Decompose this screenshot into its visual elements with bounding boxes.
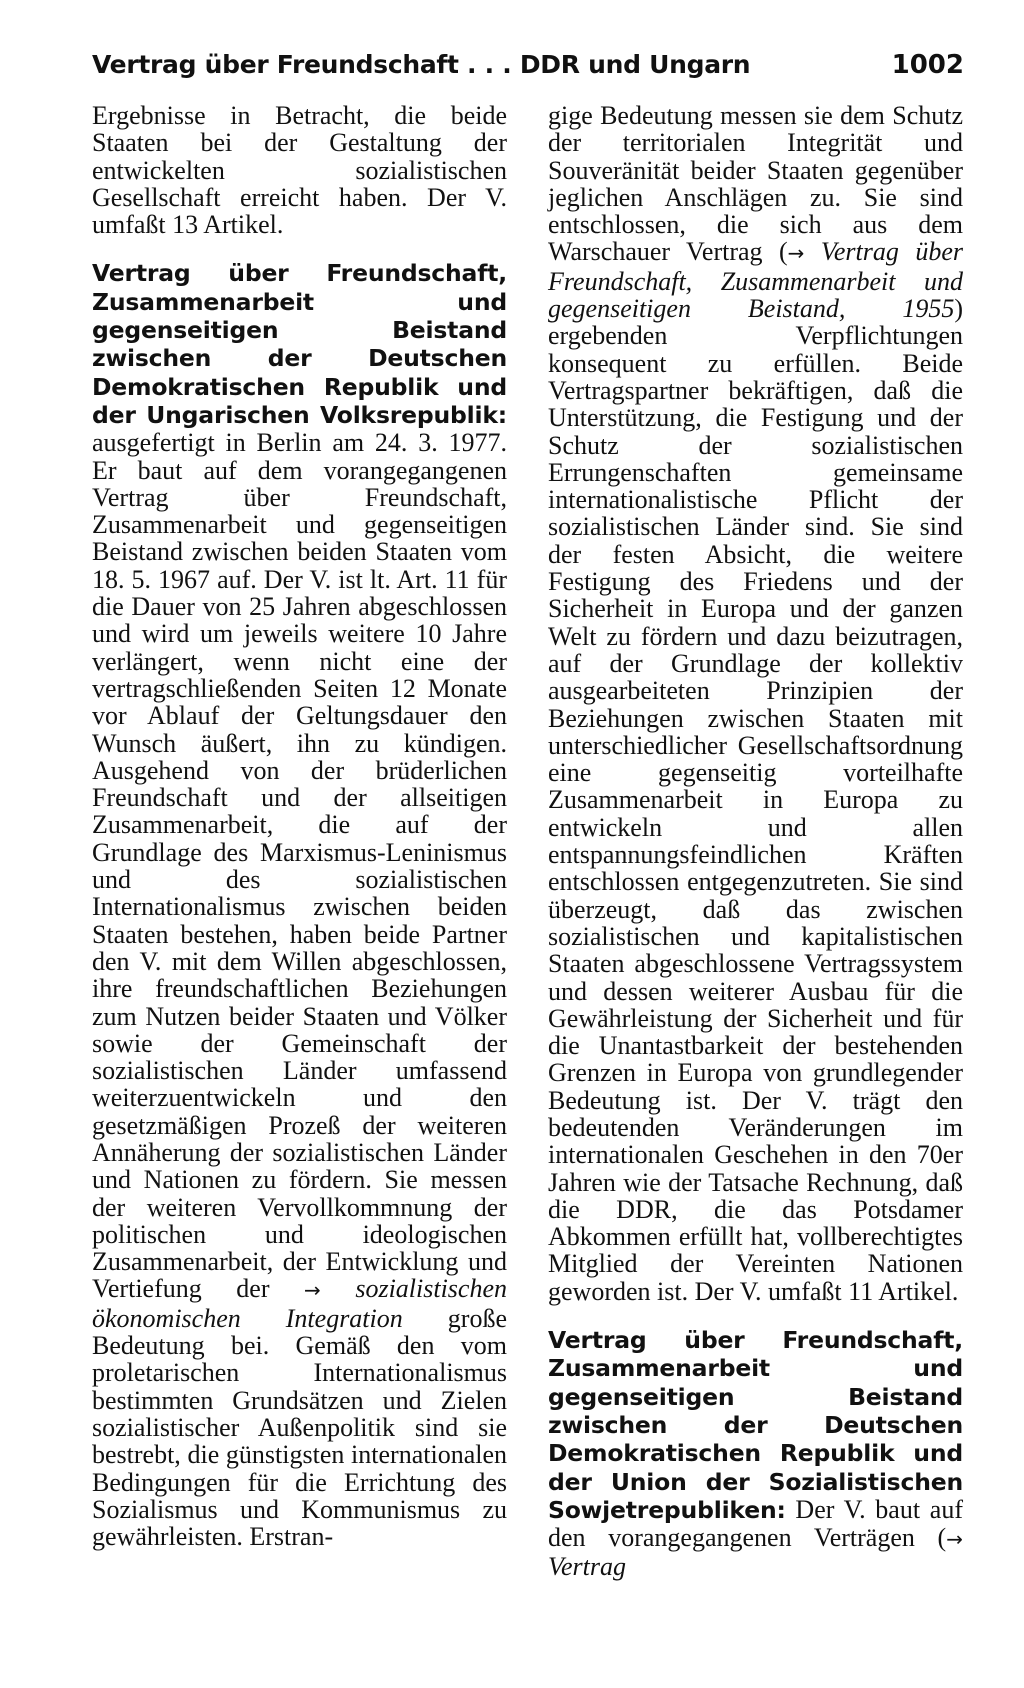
entry-ddr-ungarn	[92, 259, 507, 1550]
right-column	[548, 102, 963, 1581]
entry-ddr-udssr	[548, 1326, 963, 1581]
headword-ddr-ungarn: Vertrag über Freundschaft, Zusammenarbeit und gegenseitigen Beistand zwischen der Deutschen Demokratischen Republik und der Ungarischen Volksrepublik:	[92, 259, 507, 429]
entry-continuation	[548, 102, 963, 1305]
continuation-paragraph: Ergebnisse in Betracht, die beide Staaten bei der Gestaltung der entwickelten sozialistischen Gesellschaft erreicht haben. Der V. umfaßt 13 Artikel.	[92, 101, 507, 240]
entry-text: große Bedeutung bei. Gemäß den vom proletarischen Internationalismus bestimmten Grundsätzen und Zielen sozialistischer Außenpolitik sind sie bestrebt, die günstigsten internationalen Bedingungen für die Errichtung des Sozialismus und Kommunismus zu gewährleisten. Erstran-	[92, 1303, 507, 1552]
cross-reference-arrow-icon: →	[787, 241, 805, 266]
cross-reference-arrow-icon: →	[946, 1527, 963, 1552]
page-number: 1002	[891, 50, 964, 80]
cross-reference-arrow-icon: →	[304, 1278, 321, 1303]
cross-reference-link[interactable]: Vertrag über Freundschaft, Zusammenarbeit und gegenseitigen Beistand, 1955	[548, 237, 963, 324]
running-title: Vertrag über Freundschaft . . . DDR und Ungarn	[92, 50, 751, 79]
cross-reference-link[interactable]: Vertrag	[548, 1552, 626, 1582]
entry-text: Der V. baut auf den vorangegangenen Verträgen (	[548, 1494, 963, 1553]
entry-text: ) ergebenden Verpflichtungen konsequent zu erfüllen. Beide Vertragspartner bekräftigen, daß die Unterstützung, die Festigung und der Schutz der sozialistischen Errungenschaften gemeinsame internationalistische Pflicht der sozialistischen Länder sind. Sie sind der festen Absicht, die weitere Festigung des Friedens und der Sicherheit in Europa und der ganzen Welt zu fördern und dazu beizutragen, auf der Grundlage der kollektiv ausgearbeiteten Prinzipien der Beziehungen zwischen Staaten mit unterschiedlicher Gesellschaftsordnung eine gegenseitig vorteilhafte Zusammenarbeit in Europa zu entwickeln und allen entspannungsfeindlichen Kräften entschlossen entgegenzutreten. Sie sind überzeugt, daß das zwischen sozialistischen und kapitalistischen Staaten abgeschlossene Vertragssystem und dessen weiterer Ausbau für die Gewährleistung der Sicherheit und für die Unantastbarkeit der bestehenden Grenzen in Europa von grundlegender Bedeutung ist. Der V. trägt den bedeutenden Veränderungen im internationalen Geschehen in den 70er Jahren wie der Tatsache Rechnung, daß die DDR, die das Potsdamer Abkommen erfüllt hat, vollberechtigtes Mitglied der Vereinten Nationen geworden ist. Der V. umfaßt 11 Artikel.	[548, 294, 963, 1306]
entry-text: gige Bedeutung messen sie dem Schutz der territorialen Integrität und Souveränität beider Staaten gegenüber jeglichen Anschlägen zu. Sie sind entschlossen, die sich aus dem Warschauer Vertrag (	[548, 101, 963, 267]
cross-reference-link[interactable]: sozialistischen ökonomischen Integration	[92, 1274, 508, 1333]
left-column	[92, 102, 507, 1550]
running-head	[92, 50, 964, 90]
headword-ddr-udssr: Vertrag über Freundschaft, Zusammenarbeit und gegenseitigen Beistand zwischen der Deutschen Demokratischen Republik und der Union der Sozialistischen Sowjetrepubliken:	[548, 1326, 963, 1524]
entry-text: ausgefertigt in Berlin am 24. 3. 1977. Er baut auf dem vorangegangenen Vertrag über Freundschaft, Zusammenarbeit und gegenseitigen Beistand zwischen beiden Staaten vom 18. 5. 1967 auf. Der V. ist lt. Art. 11 für die Dauer von 25 Jahren abgeschlossen und wird um jeweils weitere 10 Jahre verlängert, wenn nicht eine der vertragschließenden Seiten 12 Monate vor Ablauf der Geltungsdauer den Wunsch äußert, ihn zu kündigen. Ausgehend von der brüderlichen Freundschaft und der allseitigen Zusammenarbeit, die auf der Grundlage des Marxismus-Leninismus und des sozialistischen Internationalismus zwischen beiden Staaten bestehen, haben beide Partner den V. mit dem Willen abgeschlossen, ihre freundschaftlichen Beziehungen zum Nutzen beider Staaten und Völker sowie der Gemeinschaft der sozialistischen Länder umfassend weiterzuentwickeln und den gesetzmäßigen Prozeß der weiteren Annäherung der sozialistischen Länder und Nationen zu fördern. Sie messen der weiteren Vervollkommnung der politischen und ideologischen Zusammenarbeit, der Entwicklung und Vertiefung der	[92, 428, 507, 1304]
